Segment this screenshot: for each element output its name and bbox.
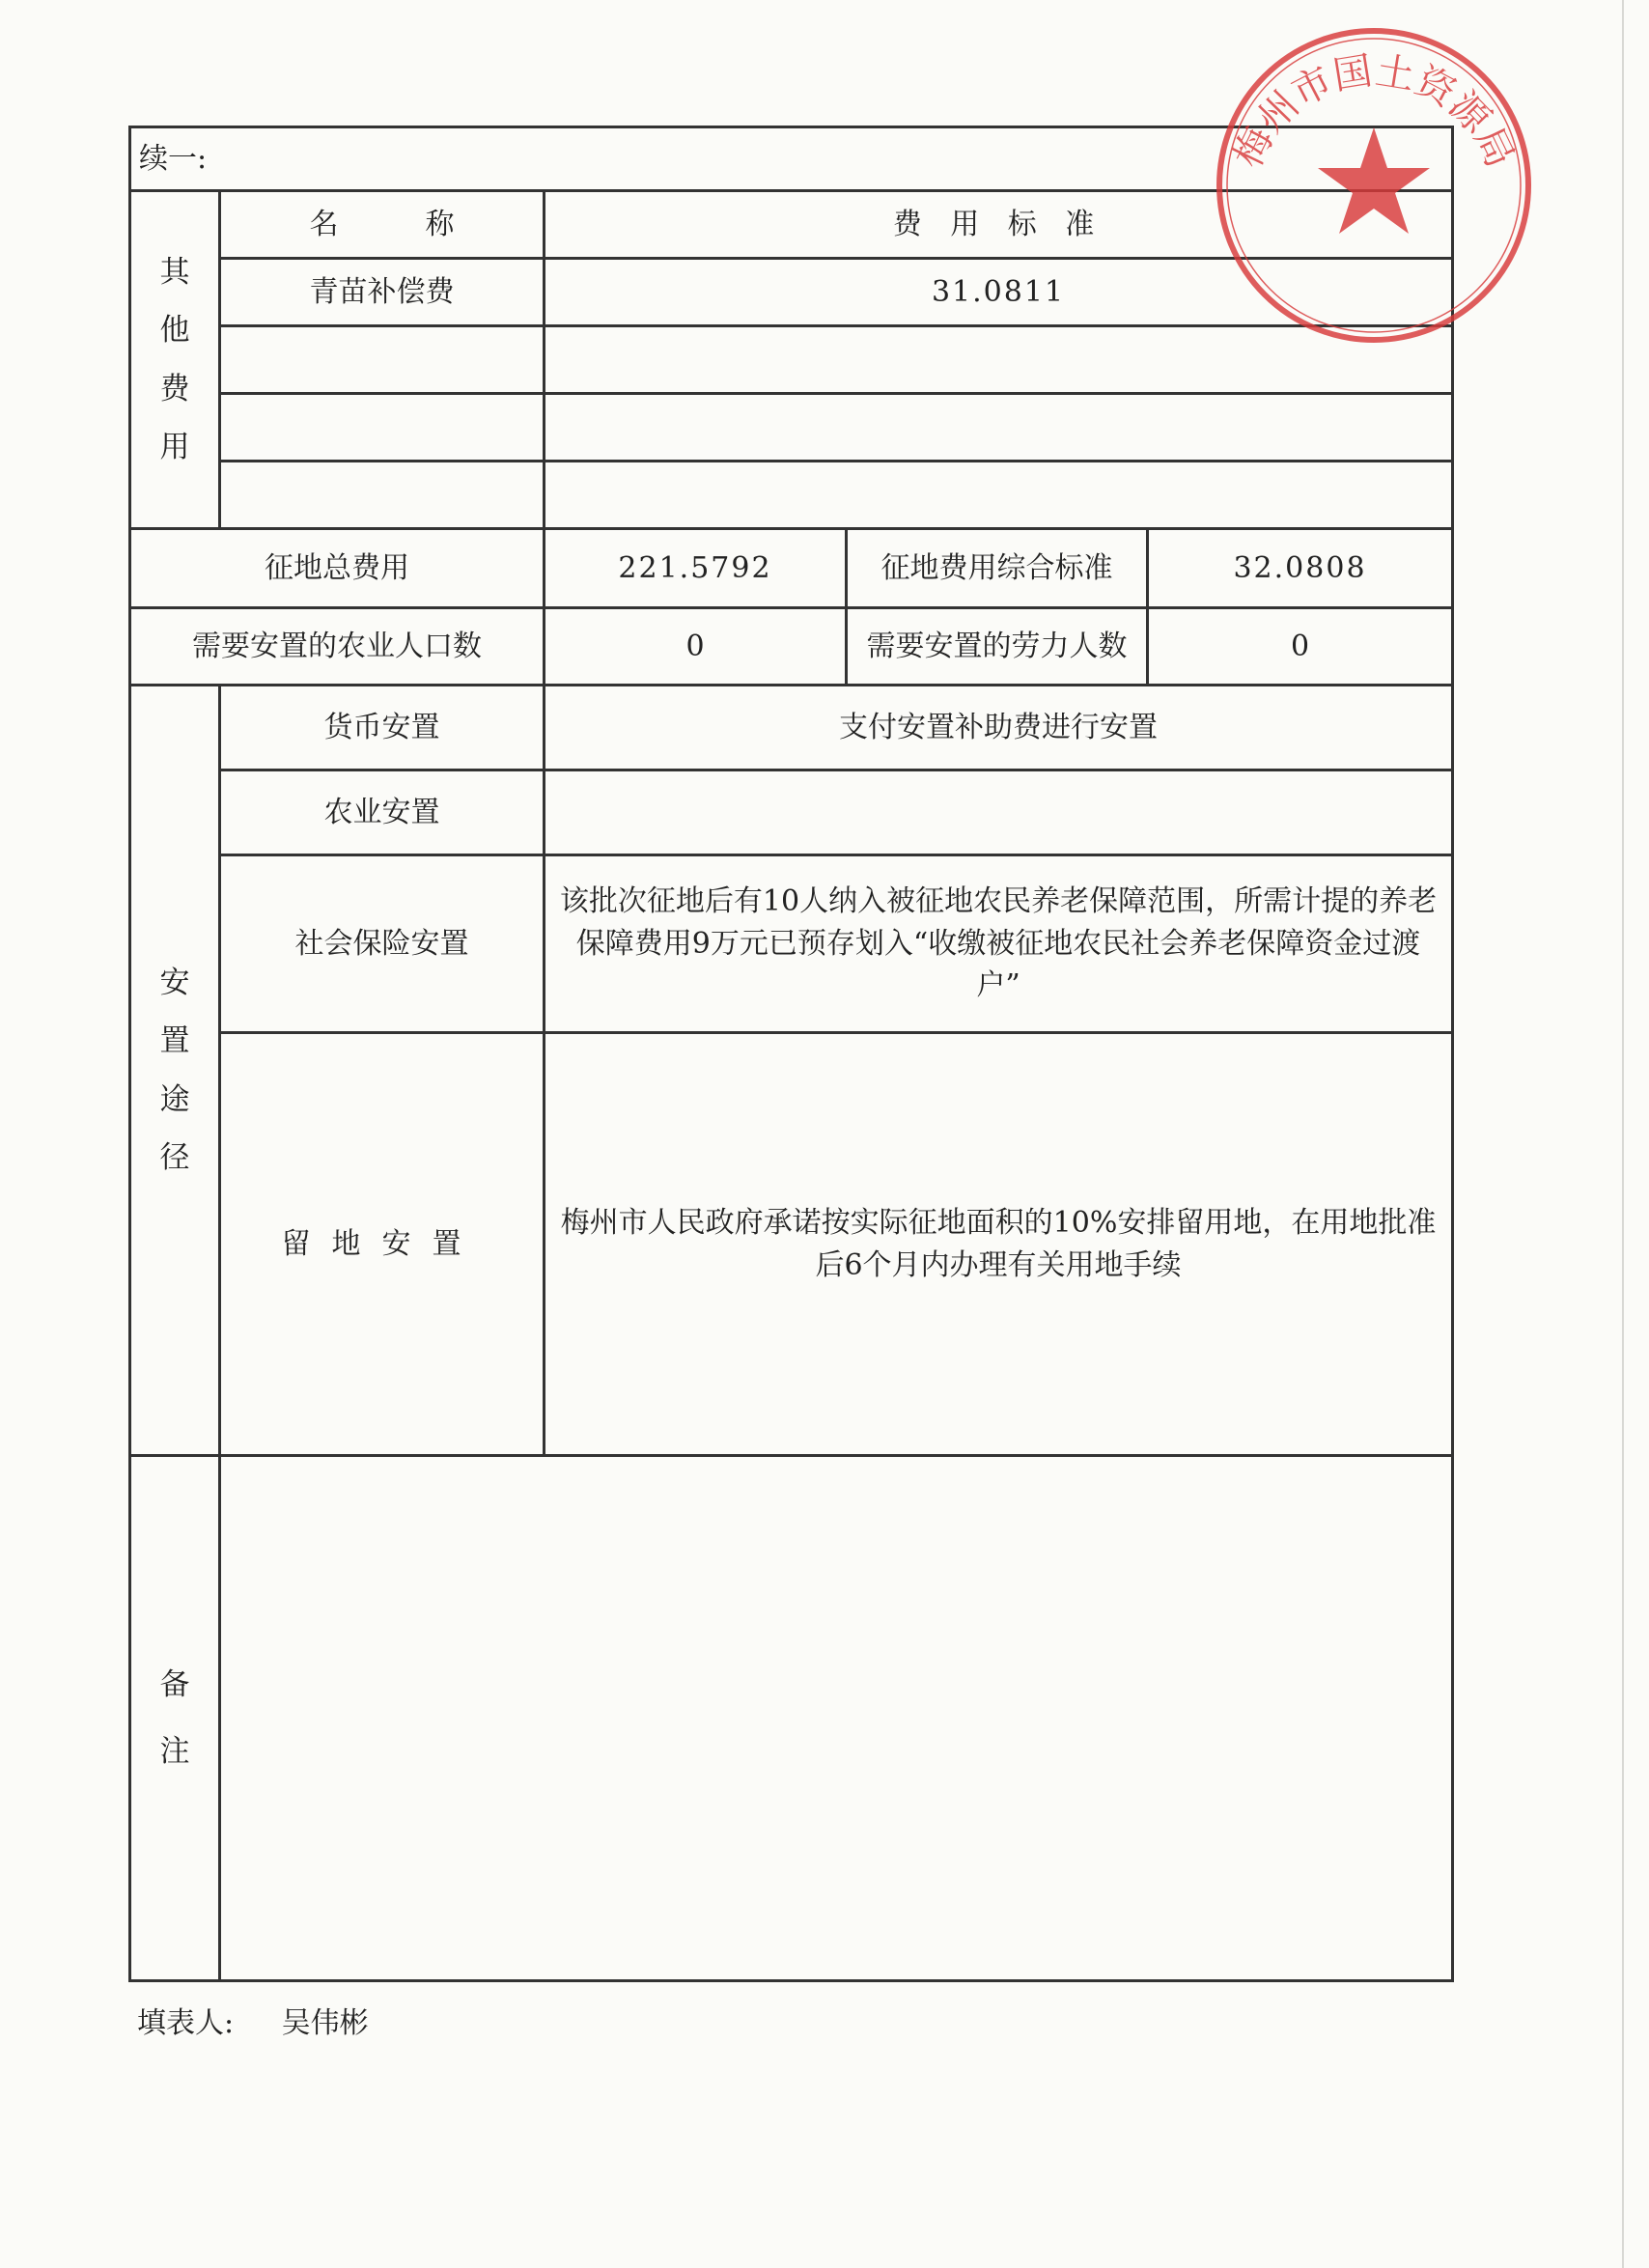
labor-count-value: 0	[1148, 608, 1453, 686]
other-fees-section-label: 其 他 费 用	[130, 191, 220, 529]
total-fee-label: 征地总费用	[130, 529, 545, 608]
filler-label: 填表人:	[137, 2006, 235, 2040]
page-edge	[1622, 0, 1624, 2268]
fee-name: 青苗补偿费	[220, 259, 545, 326]
population-row	[130, 608, 1453, 686]
resettlement-row	[130, 770, 1453, 855]
agri-population-value: 0	[545, 608, 847, 686]
col-standard-header: 费 用 标 准	[545, 191, 1453, 259]
official-seal	[1210, 21, 1538, 350]
total-fee-value: 221.5792	[545, 529, 847, 608]
remarks-row	[130, 1456, 1453, 1981]
remarks-section-label: 备 注	[130, 1456, 220, 1981]
resettlement-content-social-insurance: 该批次征地后有10人纳入被征地农民养老保障范围，所需计提的养老保障费用9万元已预存划入“收缴被征地农民社会养老保障资金过渡户”	[545, 855, 1453, 1033]
resettlement-content-agricultural	[545, 770, 1453, 855]
other-fee-row	[130, 394, 1453, 462]
filler-name: 吴伟彬	[281, 2006, 369, 2040]
resettlement-content-monetary: 支付安置补助费进行安置	[545, 686, 1453, 770]
resettlement-section-label: 安 置 途 径	[130, 686, 220, 1456]
land-requisition-form	[128, 126, 1454, 1982]
col-name-header: 名 称	[220, 191, 545, 259]
labor-count-label: 需要安置的劳力人数	[847, 608, 1148, 686]
resettlement-row	[130, 1033, 1453, 1456]
resettlement-label-agricultural: 农业安置	[220, 770, 545, 855]
composite-standard-label: 征地费用综合标准	[847, 529, 1148, 608]
fee-standard: 31.0811	[545, 259, 1453, 326]
total-fee-row	[130, 529, 1453, 608]
fee-standard	[545, 394, 1453, 462]
other-fee-row	[130, 462, 1453, 529]
resettlement-label-reserved-land: 留地安置	[220, 1033, 545, 1456]
resettlement-content-reserved-land: 梅州市人民政府承诺按实际征地面积的10%安排留用地，在用地批准后6个月内办理有关用地手续	[545, 1033, 1453, 1456]
agri-population-label: 需要安置的农业人口数	[130, 608, 545, 686]
resettlement-row	[130, 686, 1453, 770]
resettlement-label-social-insurance: 社会保险安置	[220, 855, 545, 1033]
continued-label: 续一:	[130, 127, 1453, 191]
composite-standard-value: 32.0808	[1148, 529, 1453, 608]
fee-standard	[545, 462, 1453, 529]
fee-name	[220, 394, 545, 462]
resettlement-row	[130, 855, 1453, 1033]
resettlement-label-monetary: 货币安置	[220, 686, 545, 770]
remarks-content	[220, 1456, 1453, 1981]
form-footer	[137, 1999, 369, 2041]
fee-name	[220, 462, 545, 529]
svg-text:梅州市国土资源局: 梅州市国土资源局	[1225, 48, 1523, 175]
fee-name	[220, 326, 545, 394]
